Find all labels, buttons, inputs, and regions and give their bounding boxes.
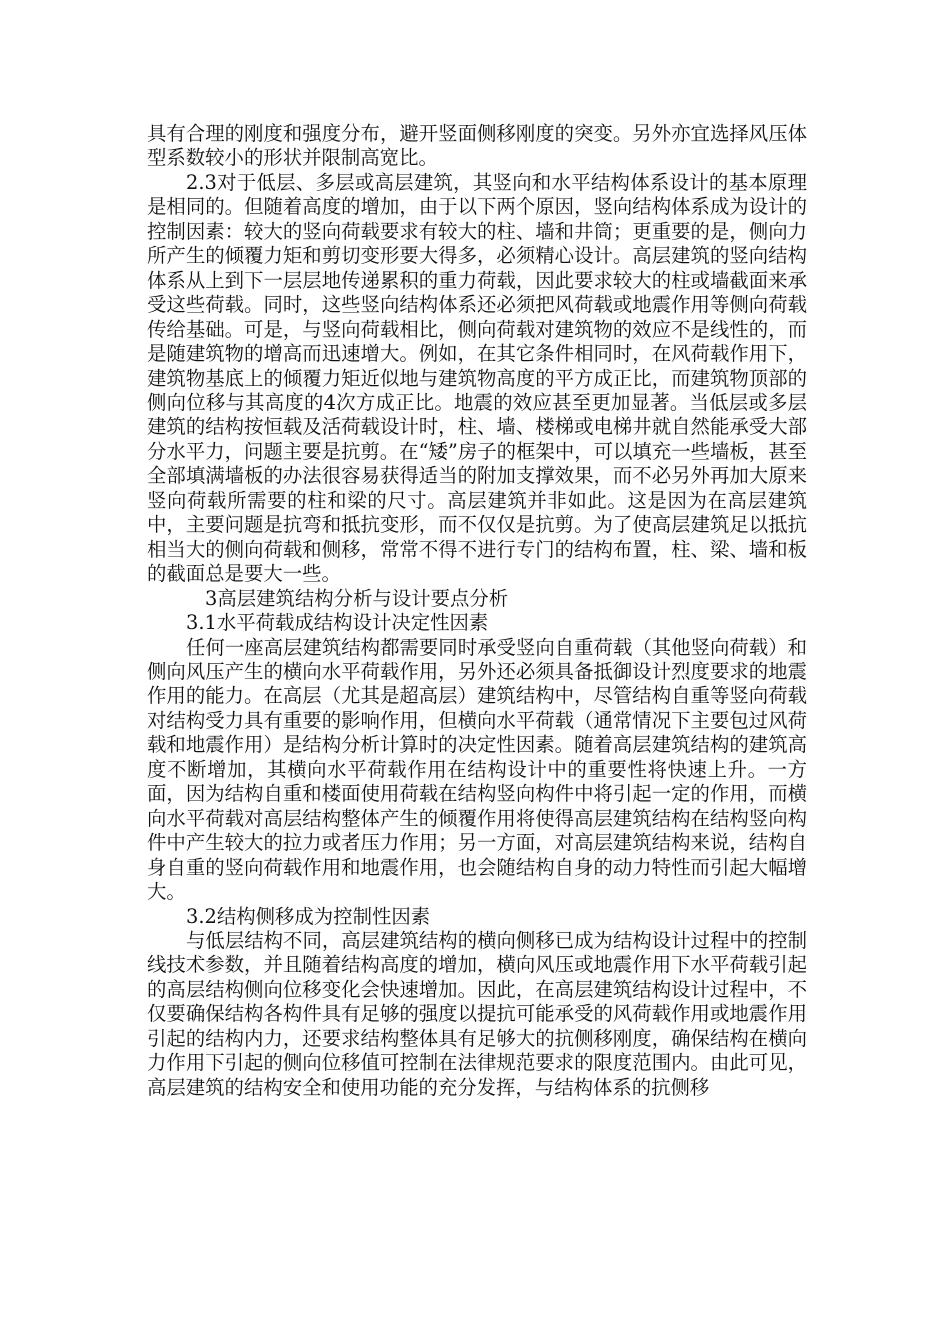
paragraph-section-3-2: 与低层结构不同，高层建筑结构的横向侧移已成为结构设计过程中的控制线技术参数，并且随着结构高度的增加，横向风压或地震作用下水平荷载引起的高层结构侧向位移变化会快速增加。因此，在高层建筑结构设计过程中，不仅要确保结构各构件具有足够的强度以提抗可能承受的风荷载作用或地震作用引起的结构内力，还要求结构整体具有足够大的抗侧移刚度，确保结构在横向力作用下引起的侧向位移值可控制在法律规范要求的限度范围内。由此可见，高层建筑的结构安全和使用功能的充分发挥，与结构体系的抗侧移 xyxy=(147,928,807,1099)
paragraph-section-2-3: 2.3对于低层、多层或高层建筑，其竖向和水平结构体系设计的基本原理是相同的。但随着高度的增加，由于以下两个原因，竖向结构体系成为设计的控制因素：较大的竖向荷载要求有较大的柱、墙和井筒；更重要的是，侧向力所产生的倾覆力矩和剪切变形要大得多，必须精心设计。高层建筑的竖向结构体系从上到下一层层地传递累积的重力荷载，因此要求较大的柱或墙截面来承受这些荷载。同时，这些竖向结构体系还必须把风荷载或地震作用等侧向荷载传给基础。可是，与竖向荷载相比，侧向荷载对建筑物的效应不是线性的，而是随建筑物的增高而迅速增大。例如，在其它条件相同时，在风荷载作用下，建筑物基底上的倾覆力矩近似地与建筑物高度的平方成正比，而建筑物顶部的侧向位移与其高度的4次方成正比。地震的效应甚至更加显著。当低层或多层建筑的结构按恒载及活荷载设计时，柱、墙、楼梯或电梯井就自然能承受大部分水平力，问题主要是抗剪。在“矮”房子的框架中，可以填充一些墙板，甚至全部填满墙板的办法很容易获得适当的附加支撑效果，而不必另外再加大原来竖向荷载所需要的柱和梁的尺寸。高层建筑并非如此。这是因为在高层建筑中，主要问题是抗弯和抵抗变形，而不仅仅是抗剪。为了使高层建筑足以抵抗相当大的侧向荷载和侧移，常常不得不进行专门的结构布置，柱、梁、墙和板的截面总是要大一些。 xyxy=(147,170,807,586)
subsection-heading-3-1: 3.1水平荷载成结构设计决定性因素 xyxy=(186,611,489,635)
paragraph-section-3-1: 任何一座高层建筑结构都需要同时承受竖向自重荷载（其他竖向荷载）和侧向风压产生的横向水平荷载作用，另外还必须具备抵御设计烈度要求的地震作用的能力。在高层（尤其是超高层）建筑结构中，尽管结构自重等竖向荷载对结构受力具有重要的影响作用，但横向水平荷载（通常情况下主要包过风荷载和地震作用）是结构分析计算时的决定性因素。随着高层建筑结构的建筑高度不断增加，其横向水平荷载作用在结构设计中的重要性将快速上升。一方面，因为结构自重和楼面使用荷载在结构竖向构件中将引起一定的作用，而横向水平荷载对高层结构整体产生的倾覆作用将使得高层建筑结构在结构竖向构件中产生较大的拉力或者压力作用；另一方面，对高层建筑结构来说，结构自身自重的竖向荷载作用和地震作用，也会随结构自身的动力特性而引起大幅增大。 xyxy=(147,635,807,904)
subsection-heading-3-2: 3.2结构侧移成为控制性因素 xyxy=(186,904,431,928)
document-body xyxy=(147,122,807,1100)
section-heading-3: 3高层建筑结构分析与设计要点分析 xyxy=(205,586,509,610)
paragraph-continuation: 具有合理的刚度和强度分布，避开竖面侧移刚度的突变。另外亦宜选择风压体型系数较小的形状并限制高宽比。 xyxy=(147,122,807,170)
